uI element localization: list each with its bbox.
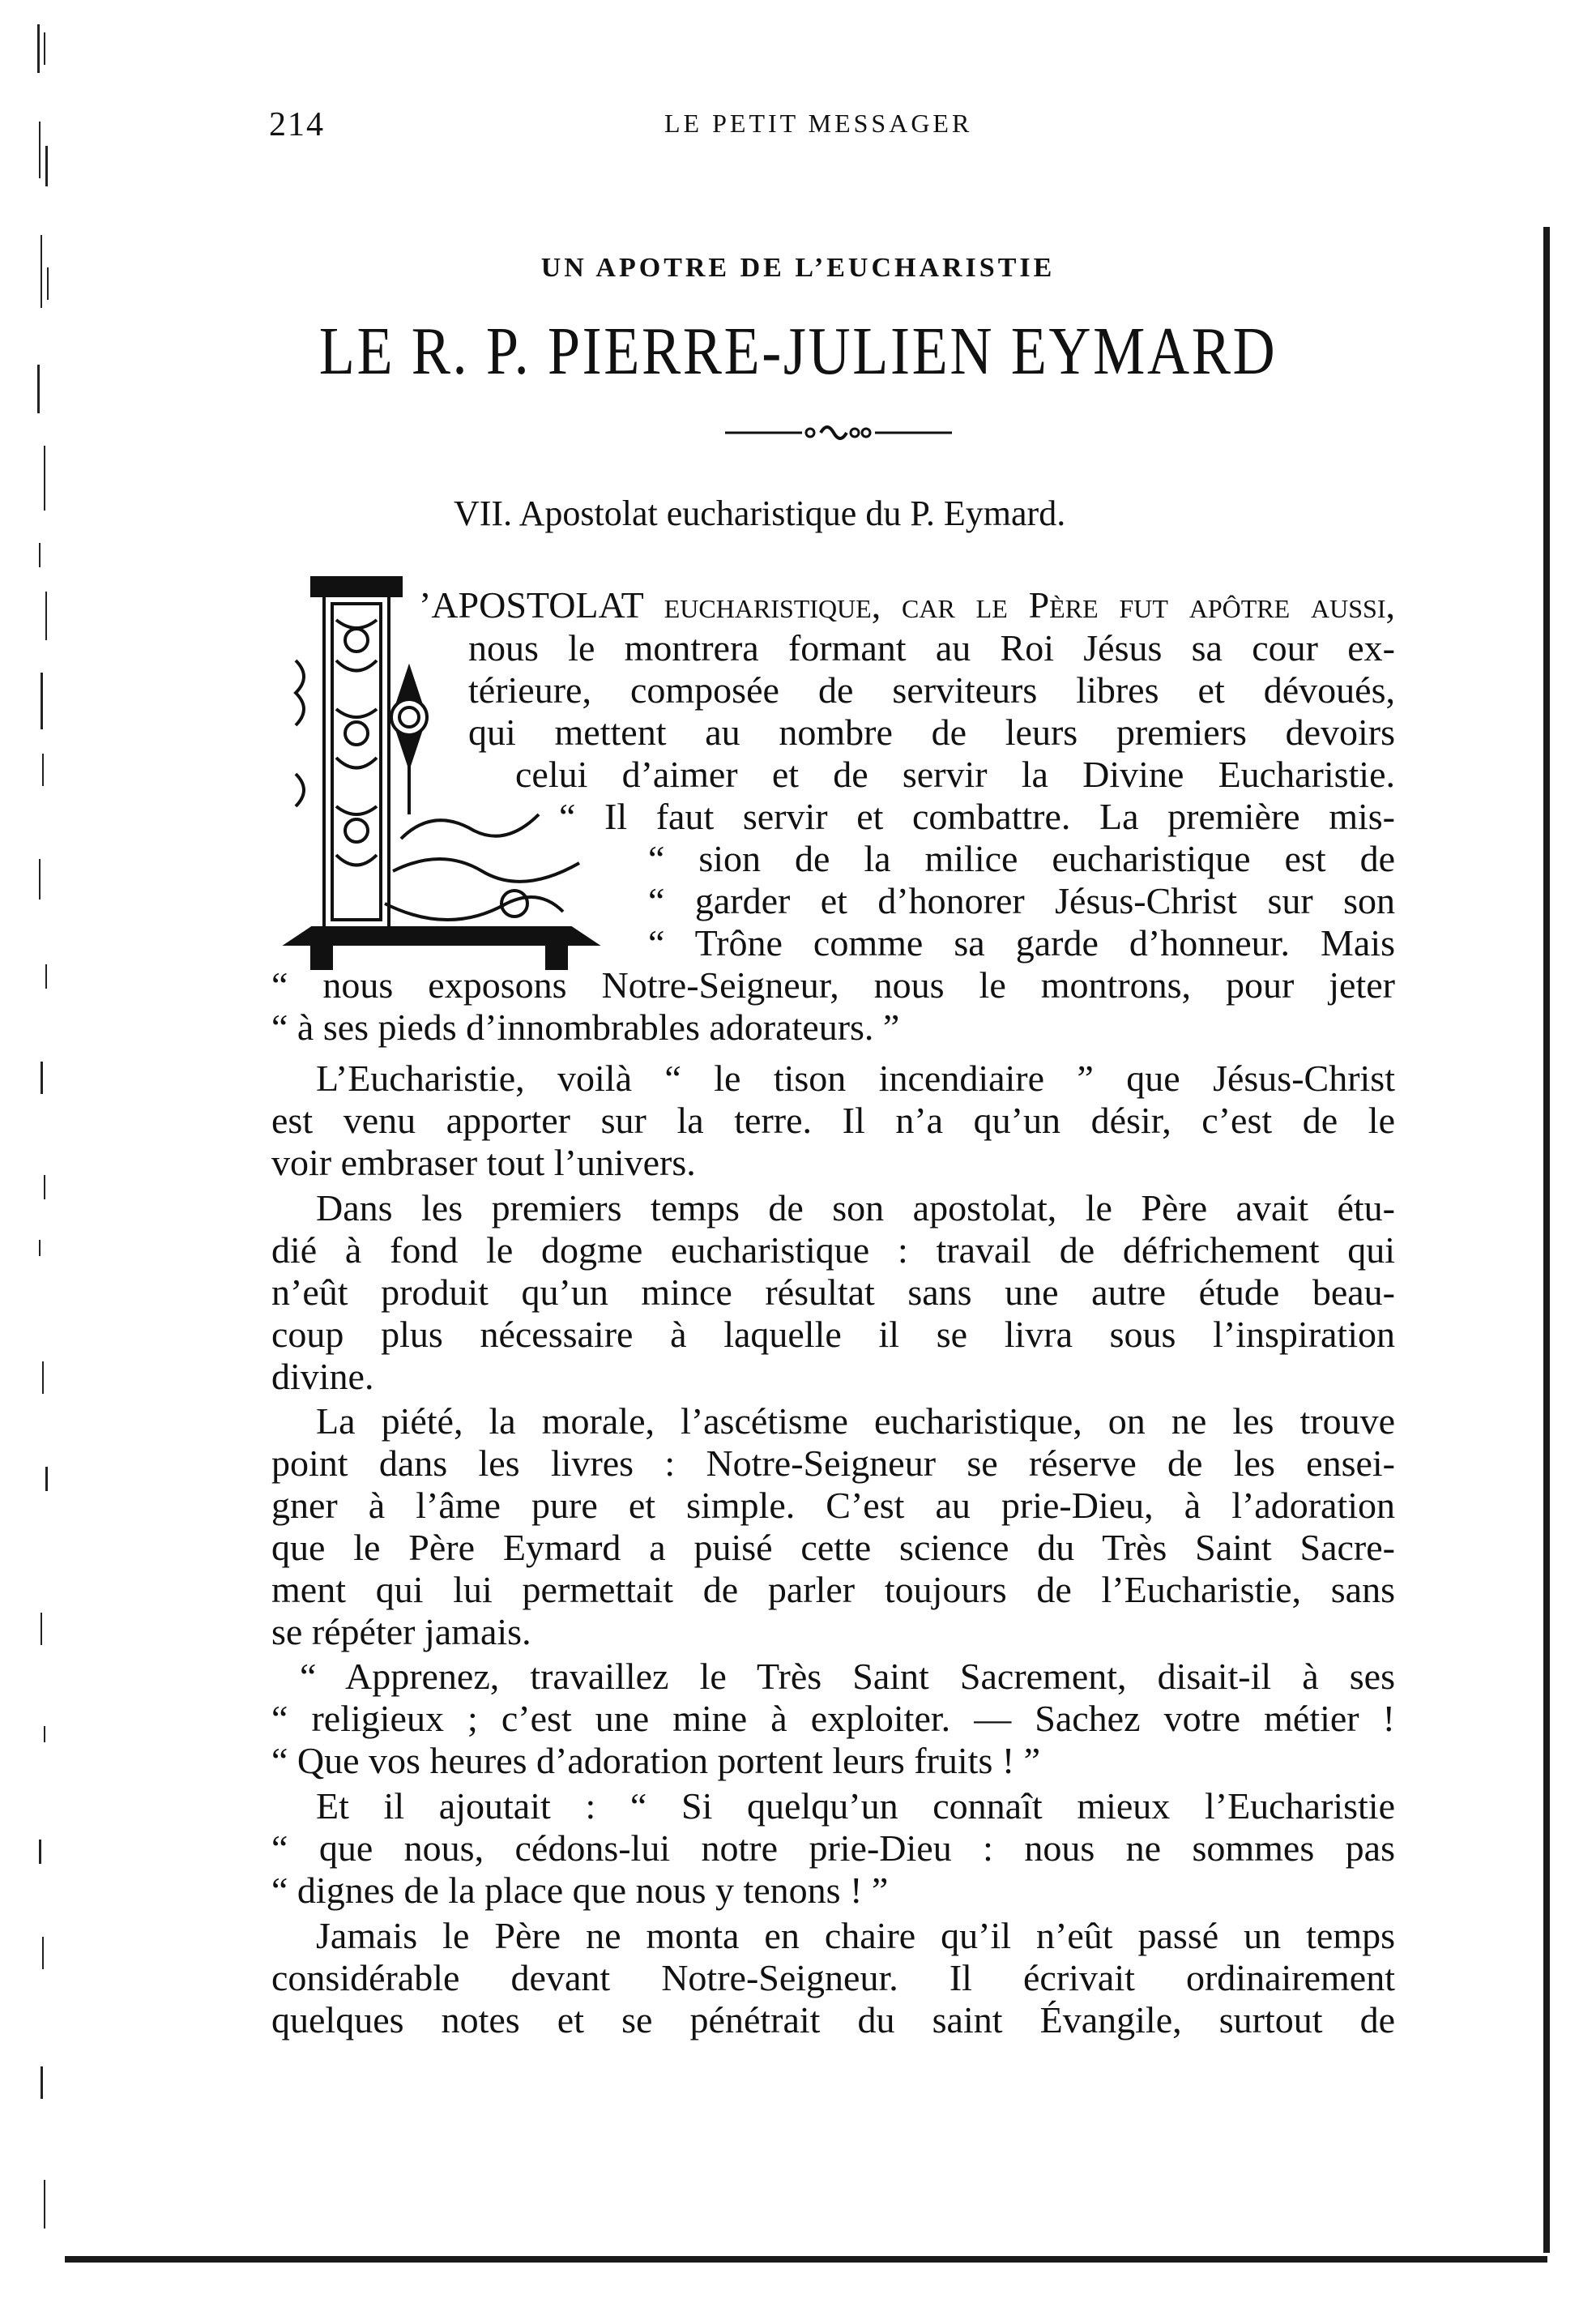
body-line: quelques notes et se pénétrait du saint Évangile, surtout de bbox=[271, 1999, 1395, 2040]
body-line: “ Apprenez, travaillez le Très Saint Sacrement, disait-il à ses bbox=[300, 1656, 1395, 1697]
body-line: considérable devant Notre-Seigneur. Il écrivait ordinairement bbox=[271, 1957, 1395, 1998]
body-line: dié à fond le dogme eucharistique : travail de défrichement qui bbox=[271, 1229, 1395, 1271]
body-line: qui mettent au nombre de leurs premiers devoirs bbox=[468, 711, 1395, 753]
body-line: est venu apporter sur la terre. Il n’a qu’un désir, c’est de le bbox=[271, 1100, 1395, 1141]
body-line: que le Père Eymard a puisé cette science du Très Saint Sacre- bbox=[271, 1527, 1395, 1568]
body-line: se répéter jamais. bbox=[271, 1611, 531, 1652]
body-line: Et il ajoutait : “ Si quelqu’un connaît mieux l’Eucharistie bbox=[316, 1785, 1395, 1827]
page-number: 214 bbox=[269, 106, 325, 143]
body-line: ’APOSTOLAT eucharistique, car le Père fut apôtre aussi, bbox=[419, 584, 1395, 626]
body-line: Dans les premiers temps de son apostolat, le Père avait étu- bbox=[316, 1187, 1395, 1229]
article-kicker: UN APOTRE DE L’EUCHARISTIE bbox=[540, 253, 1056, 283]
body-line: “ dignes de la place que nous y tenons ! ” bbox=[271, 1870, 889, 1911]
body-line: coup plus nécessaire à laquelle il se livra sous l’inspiration bbox=[271, 1314, 1395, 1355]
body-line: “ sion de la milice eucharistique est de bbox=[648, 838, 1395, 879]
body-line: “ Trône comme sa garde d’honneur. Mais bbox=[648, 922, 1395, 964]
body-line: “ nous exposons Notre-Seigneur, nous le montrons, pour jeter bbox=[271, 964, 1395, 1006]
body-line: “ garder et d’honorer Jésus-Christ sur son bbox=[648, 880, 1395, 921]
article-title: LE R. P. PIERRE-JULIEN EYMARD bbox=[318, 314, 1278, 389]
body-line: “ Il faut servir et combattre. La première mis- bbox=[559, 796, 1395, 837]
body-line: La piété, la morale, l’ascétisme eucharistique, on ne les trouve bbox=[316, 1400, 1395, 1442]
body-line: “ religieux ; c’est une mine à exploiter. — Sachez votre métier ! bbox=[271, 1698, 1395, 1739]
body-line: point dans les livres : Notre-Seigneur se réserve de les ensei- bbox=[271, 1442, 1395, 1484]
body-line: “ Que vos heures d’adoration portent leurs fruits ! ” bbox=[271, 1740, 1041, 1781]
body-line: “ à ses pieds d’innombrables adorateurs. ” bbox=[271, 1006, 900, 1048]
body-line: Jamais le Père ne monta en chaire qu’il n’eût passé un temps bbox=[316, 1915, 1395, 1956]
body-line: voir embraser tout l’univers. bbox=[271, 1142, 696, 1183]
body-line: ment qui lui permettait de parler toujours de l’Eucharistie, sans bbox=[271, 1569, 1395, 1610]
body-line: nous le montrera formant au Roi Jésus sa cour ex- bbox=[468, 627, 1395, 669]
body-line: “ que nous, cédons-lui notre prie-Dieu : nous ne sommes pas bbox=[271, 1827, 1395, 1869]
body-line: L’Eucharistie, voilà “ le tison incendiaire ” que Jésus-Christ bbox=[316, 1058, 1395, 1099]
running-title: LE PETIT MESSAGER bbox=[664, 109, 973, 138]
body-line: gner à l’âme pure et simple. C’est au prie-Dieu, à l’adoration bbox=[271, 1485, 1395, 1526]
body-line: térieure, composée de serviteurs libres et dévoués, bbox=[468, 669, 1395, 711]
body-line: n’eût produit qu’un mince résultat sans une autre étude beau- bbox=[271, 1271, 1395, 1313]
body-line: celui d’aimer et de servir la Divine Eucharistie. bbox=[515, 754, 1395, 795]
body-line: divine. bbox=[271, 1356, 374, 1397]
section-heading: VII. Apostolat eucharistique du P. Eymard. bbox=[454, 494, 1066, 533]
